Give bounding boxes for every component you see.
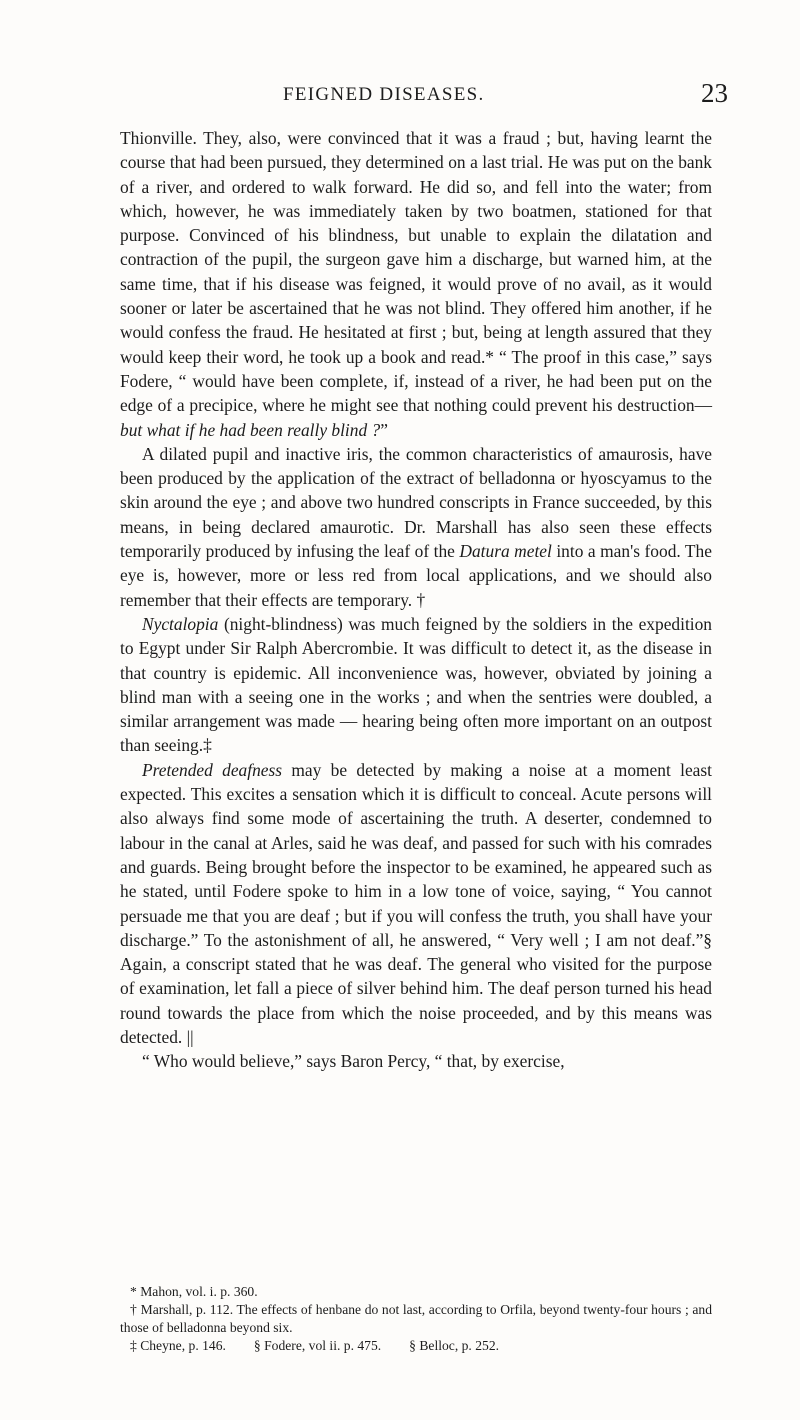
footnotes — [120, 1283, 712, 1355]
footnote-3: ‡ Cheyne, p. 146. — [130, 1338, 226, 1353]
running-title: FEIGNED DISEASES. — [283, 84, 485, 105]
paragraph-3 — [120, 612, 712, 758]
italic-run: Pretended deafness — [142, 759, 283, 780]
body-text — [120, 126, 712, 1074]
italic-run: but what if he had been really blind ? — [120, 419, 381, 440]
text-run: ” — [380, 419, 388, 440]
paragraph-1 — [120, 126, 712, 442]
running-head — [0, 78, 800, 112]
text-run: may be detected by making a noise at a moment least expected. This excites a sensation which it is difficult to conceal. Acute persons will also always find some mode of ascertaining the truth. A deserter, condemned to labour in the canal at Arles, said he was deaf, and passed for such with his comrades and guards. Being brought before the inspector to be examined, he appeared such as he stated, until Fodere spoke to him in a low tone of voice, saying, “ You cannot persuade me that you are deaf ; but if you will confess the truth, you shall have your discharge.” To the astonishment of all, he answered, “ Very well ; I am not deaf.”§ Again, a conscript stated that he was deaf. The general who visited for the purpose of examination, let fall a piece of silver behind him. The deaf person turned his head round towards the place from which the noise proceeded, and by this means was detected. || — [120, 759, 712, 1047]
page-number: 23 — [701, 78, 728, 108]
italic-run: Datura metel — [459, 541, 552, 562]
paragraph-5 — [120, 1049, 712, 1073]
text-run: “ Who would believe,” says Baron Percy, “ that, by exercise, — [142, 1051, 565, 1072]
paragraph-4 — [120, 758, 712, 1050]
text-run: (night-blindness) was much feigned by the soldiers in the expedition to Egypt under Sir Ralph Abercrombie. It was difficult to detect it, as the disease in that country is epidemic. All inconvenience was, however, obviated by joining a blind man with a seeing one in the works ; and when the sentries were doubled, a similar arrangement was made — hearing being often more important on an outpost than seeing.‡ — [120, 613, 712, 756]
paragraph-2 — [120, 442, 712, 612]
footnote-4: § Fodere, vol ii. p. 475. — [253, 1338, 382, 1353]
text-run: A dilated pupil and inactive iris, the common characteristics of amaurosis, have been produced by the application of the extract of belladonna or hyoscyamus to the skin around the eye ; and above two hundred conscripts in France succeeded, by this means, in being declared amaurotic. Dr. Marshall has also seen these effects temporarily produced by infusing the leaf of the — [120, 443, 712, 562]
text-run: into a man's food. The eye is, however, more or less red from local applications, and we should also remember that their effects are temporary. † — [120, 541, 712, 610]
italic-run: Nyctalopia — [142, 613, 219, 634]
footnote-1: * Mahon, vol. i. p. 360. — [130, 1284, 258, 1299]
footnote-2: † Marshall, p. 112. The effects of henbane do not last, according to Orfila, beyond twenty-four hours ; and those of belladonna beyond six. — [120, 1302, 712, 1335]
footnote-5: § Belloc, p. 252. — [409, 1338, 500, 1353]
footnote-row-3 — [120, 1337, 712, 1355]
text-run: Thionville. They, also, were convinced that it was a fraud ; but, having learnt the course that had been pursued, they determined on a last trial. He was put on the bank of a river, and ordered to walk forward. He did so, and fell into the water; from which, however, he was immediately taken by two boatmen, stationed for that purpose. Convinced of his blindness, but unable to explain the dilatation and contraction of the pupil, the surgeon gave him a discharge, but warned him, at the same time, that if his disease was feigned, it would prove of no avail, as it would sooner or later be ascertained that he was not blind. They offered him another, if he would confess the fraud. He hesitated at first ; but, being at length assured that they would keep their word, he took up a book and read.* “ The proof in this case,” says Fodere, “ would have been complete, if, instead of a river, he had been put on the edge of a precipice, where he might see that nothing could prevent his destruction— — [120, 128, 712, 416]
